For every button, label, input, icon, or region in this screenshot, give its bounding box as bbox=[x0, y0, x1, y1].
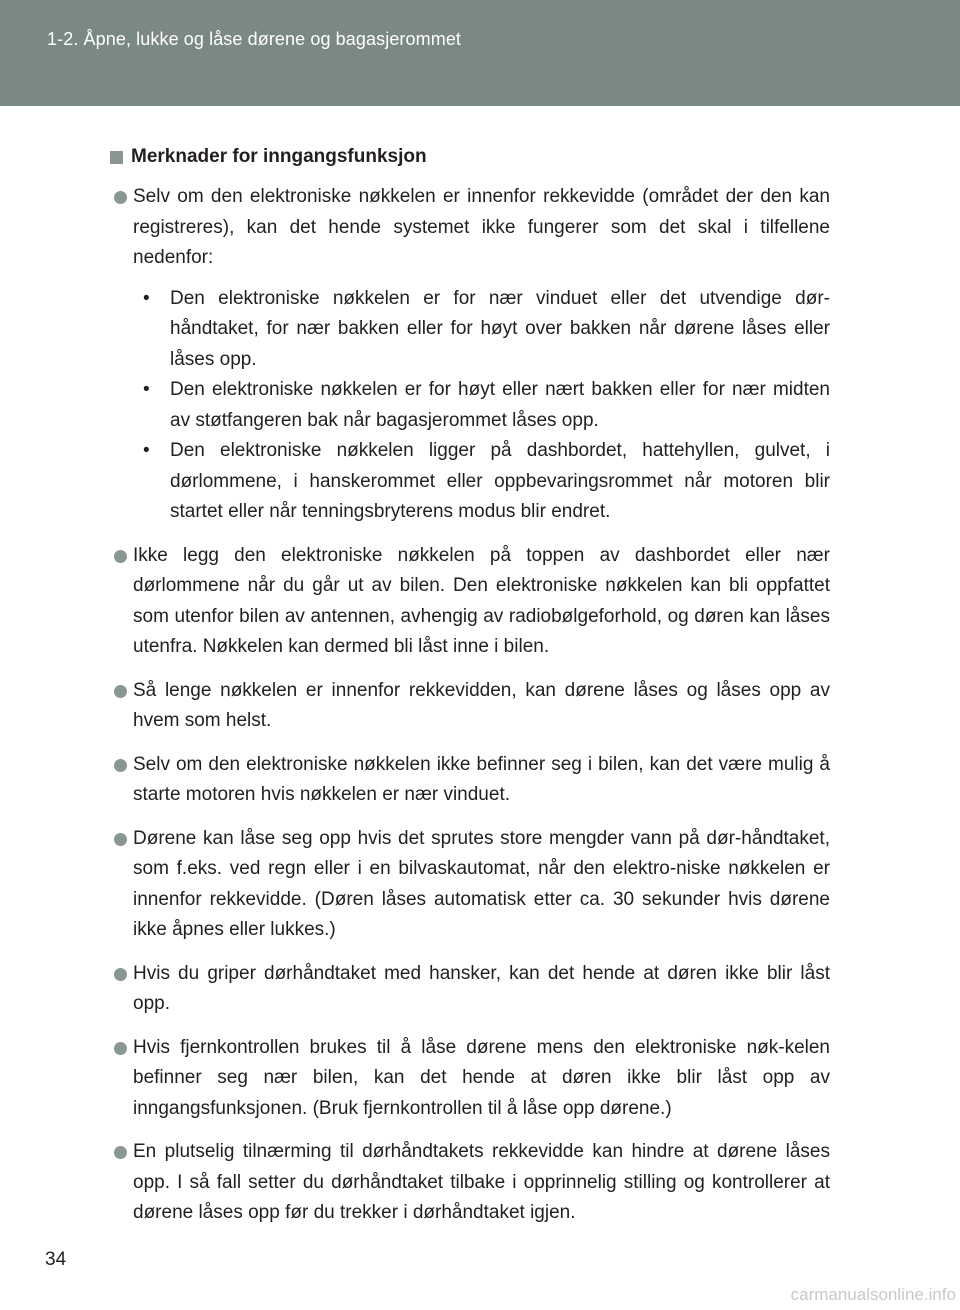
sub-list-item bbox=[133, 284, 830, 376]
list-item bbox=[110, 1033, 830, 1125]
circle-bullet-icon bbox=[114, 685, 127, 698]
sub-list-item-text: Den elektroniske nøkkelen ligger på dashbordet, hattehyllen, gulvet, i dørlommene, i hanskerommet eller oppbevaringsrommet når motoren blir startet eller når tenningsbryterens modus blir endret. bbox=[170, 440, 830, 522]
square-bullet-icon bbox=[110, 151, 123, 164]
circle-bullet-icon bbox=[114, 833, 127, 846]
list-item-text: Selv om den elektroniske nøkkelen er innenfor rekkevidde (området der den kan registreres), kan det hende systemet ikke fungerer som det skal i tilfellene nedenfor: bbox=[133, 186, 830, 268]
circle-bullet-icon bbox=[114, 1146, 127, 1159]
circle-bullet-icon bbox=[114, 550, 127, 563]
sub-list-item-text: Den elektroniske nøkkelen er for nær vinduet eller det utvendige dør-håndtaket, for nær bakken eller for høyt over bakken når dørene låses eller låses opp. bbox=[170, 287, 830, 370]
sub-bullet-icon: • bbox=[143, 440, 150, 461]
list-item-text: Selv om den elektroniske nøkkelen ikke befinner seg i bilen, kan det være mulig å starte motoren hvis nøkkelen er nær vinduet. bbox=[133, 753, 830, 805]
chapter-title: 1-2. Åpne, lukke og låse dørene og bagasjerommet bbox=[47, 29, 462, 49]
circle-bullet-icon bbox=[114, 968, 127, 981]
sub-bullet-icon: • bbox=[143, 379, 150, 400]
list-item-text: Så lenge nøkkelen er innenfor rekkevidden, kan dørene låses og låses opp av hvem som helst. bbox=[133, 679, 830, 731]
list-item bbox=[110, 676, 830, 737]
list-item bbox=[110, 541, 830, 663]
list-item-text: Hvis fjernkontrollen brukes til å låse dørene mens den elektroniske nøk-kelen befinner seg nær bilen, kan det hende at døren ikke blir låst opp av inngangsfunksjonen. (Bruk fjernkontrollen til å låse opp dørene.) bbox=[133, 1036, 830, 1119]
list-item-text: Ikke legg den elektroniske nøkkelen på toppen av dashbordet eller nær dørlommene når du går ut av bilen. Den elektroniske nøkkelen kan bli oppfattet som utenfor bilen av antennen, avhengig av radiobølgeforhold, og døren kan låses utenfra. Nøkkelen kan dermed bli låst inne i bilen. bbox=[133, 544, 830, 657]
sub-list-item-text: Den elektroniske nøkkelen er for høyt eller nært bakken eller for nær midten av støtfangeren bak når bagasjerommet låses opp. bbox=[170, 379, 830, 431]
section-heading bbox=[110, 142, 830, 172]
list-item bbox=[110, 1137, 830, 1229]
circle-bullet-icon bbox=[114, 191, 127, 204]
circle-bullet-icon bbox=[114, 759, 127, 772]
sub-list bbox=[133, 284, 830, 528]
list-item-text: Dørene kan låse seg opp hvis det sprutes store mengder vann på dør-håndtaket, som f.eks. ved regn eller i en bilvaskautomat, når den elektro-niske nøkkelen er innenfor rekkevidde. (Døren låses automatisk etter ca. 30 sekunder hvis dørene ikke åpnes eller lukkes.) bbox=[133, 827, 830, 940]
list-item-text: Hvis du griper dørhåndtaket med hansker, kan det hende at døren ikke blir låst opp. bbox=[133, 962, 830, 1014]
list-item bbox=[110, 182, 830, 528]
circle-bullet-icon bbox=[114, 1042, 127, 1055]
section-title: Merknader for inngangsfunksjon bbox=[131, 146, 427, 167]
list-item bbox=[110, 959, 830, 1020]
page-number: 34 bbox=[45, 1249, 67, 1270]
sub-list-item bbox=[133, 436, 830, 528]
sub-list-item bbox=[133, 375, 830, 436]
list-item bbox=[110, 750, 830, 811]
page-content bbox=[110, 142, 830, 1242]
list-item bbox=[110, 824, 830, 946]
header-band bbox=[0, 0, 960, 106]
sub-bullet-icon: • bbox=[143, 287, 150, 309]
list-item-text: En plutselig tilnærming til dørhåndtakets rekkevidde kan hindre at dørene låses opp. I så fall setter du dørhåndtaket tilbake i opprinnelig stilling og kontrollerer at dørene låses opp før du trekker i dørhåndtaket igjen. bbox=[133, 1141, 830, 1223]
watermark: carmanualsonline.info bbox=[790, 1285, 956, 1304]
